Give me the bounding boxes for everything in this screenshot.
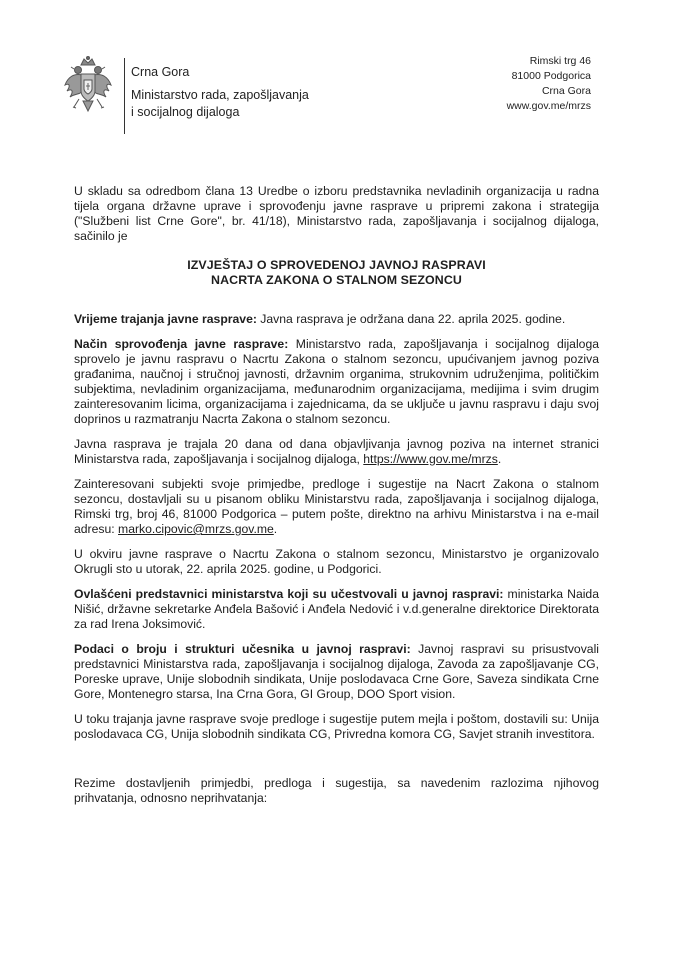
address-city: 81000 Podgorica — [511, 70, 591, 82]
header-divider — [124, 58, 125, 134]
report-title — [74, 258, 599, 288]
country-name: Crna Gora — [131, 65, 190, 79]
ministry-name-line2: i socijalnog dijaloga — [131, 105, 240, 119]
document-body — [74, 184, 599, 816]
report-title-line1: IZVJEŠTAJ O SPROVEDENOJ JAVNOJ RASPRAVI — [187, 258, 486, 272]
lasted-paragraph — [74, 437, 599, 467]
ministry-website-link[interactable]: https://www.gov.me/mrzs — [363, 452, 498, 466]
contact-email-link[interactable]: marko.cipovic@mrzs.gov.me — [118, 522, 274, 536]
representatives-paragraph — [74, 587, 599, 632]
submit-end: . — [273, 522, 278, 536]
participants-paragraph — [74, 642, 599, 702]
address-street: Rimski trg 46 — [529, 55, 591, 67]
address-block — [507, 54, 591, 114]
method-label: Način sprovođenja javne rasprave: — [74, 337, 289, 351]
address-website: www.gov.me/mrzs — [506, 100, 591, 112]
submitted-paragraph: U toku trajanja javne rasprave svoje predloge i sugestije putem mejla i poštom, dostavili su: Unija poslodavaca CG, Unija slobodnih sindikata CG, Privredna komora CG, Savjet stranih investitora. — [74, 712, 599, 741]
ministry-header — [131, 64, 309, 121]
lasted-end: . — [497, 452, 502, 466]
ministry-name-line1: Ministarstvo rada, zapošljavanja — [131, 88, 309, 102]
submit-text: Zainteresovani subjekti svoje primjedbe, predloge i sugestije na Nacrt Zakona o stalnom sezoncu, dostavljali su u pisanom obliku Ministarstvu rada, zapošljavanja i socijalnog dijaloga, Rimski trg, broj 46, 81000 Podgorica – putem pošte, direktno na arhivu Ministarstva i na e-mail adresu: — [74, 477, 599, 536]
method-text: Ministarstvo rada, zapošljavanja i socijalnog dijaloga sprovelo je javnu raspravu o Nacrtu Zakona o stalnom sezoncu, upućivanjem javnog poziva građanima, naučnoj i stručnoj javnosti, državnim organima, strukovnim udruženjima, političkim subjektima, nevladinim organizacijama, međunarodnim organizacijama, medijima i svim drugim zainteresovanim licima, organizacijama i zajednicama, da se uključe u javnu raspravu i daju svoj doprinos u razmatranju Nacrta Zakona o stalnom sezoncu. — [74, 337, 599, 426]
report-title-line2: NACRTA ZAKONA O STALNOM SEZONCU — [211, 273, 462, 287]
duration-paragraph — [74, 312, 599, 327]
intro-paragraph: U skladu sa odredbom člana 13 Uredbe o izboru predstavnika nevladinih organizacija u radna tijela organa državne uprave i sprovođenju javne rasprave u pripremi zakona i strategija ("Službeni list Crne Gore", br. 41/18), Ministarstvo rada, zapošljavanja i socijalnog dijaloga, sačinilo je — [74, 184, 599, 243]
duration-label: Vrijeme trajanja javne rasprave: — [74, 312, 257, 326]
method-paragraph — [74, 337, 599, 427]
submit-paragraph — [74, 477, 599, 537]
coat-of-arms-icon — [62, 55, 114, 117]
summary-paragraph: Rezime dostavljenih primjedbi, predloga i sugestija, sa navedenim razlozima njihovog prihvatanja, odnosno neprihvatanja: — [74, 776, 599, 805]
roundtable-paragraph: U okviru javne rasprave o Nacrtu Zakona o stalnom sezoncu, Ministarstvo je organizovalo Okrugli sto u utorak, 22. aprila 2025. godine, u Podgorici. — [74, 547, 599, 576]
representatives-text: ministarka Naida Nišić, državne sekretarke Anđela Bašović i Anđela Nedović i v.d.generalne direktorice Direktorata za rad Irena Joksimović. — [74, 587, 599, 631]
participants-text: Javnoj raspravi su prisustvovali predstavnici Ministarstva rada, zapošljavanja i socijalnog dijaloga, Zavoda za zapošljavanje CG, Poreske uprave, Unije slobodnih sindikata, Unije poslodavaca Crne Gore, Saveza sindikata Crne Gore, Montenegro starsa, Ina Crna Gora, GI Group, DOO Sport vision. — [74, 642, 599, 701]
duration-text: Javna rasprava je održana dana 22. aprila 2025. godine. — [256, 312, 566, 326]
address-country: Crna Gora — [541, 85, 591, 97]
representatives-label: Ovlašćeni predstavnici ministarstva koji su učestvovali u javnoj raspravi: — [74, 587, 504, 601]
participants-label: Podaci o broju i strukturi učesnika u javnoj raspravi: — [74, 642, 411, 656]
lasted-text: Javna rasprava je trajala 20 dana od dana objavljivanja javnog poziva na internet stranici Ministarstva rada, zapošljavanja i socijalnog dijaloga, — [74, 437, 599, 466]
